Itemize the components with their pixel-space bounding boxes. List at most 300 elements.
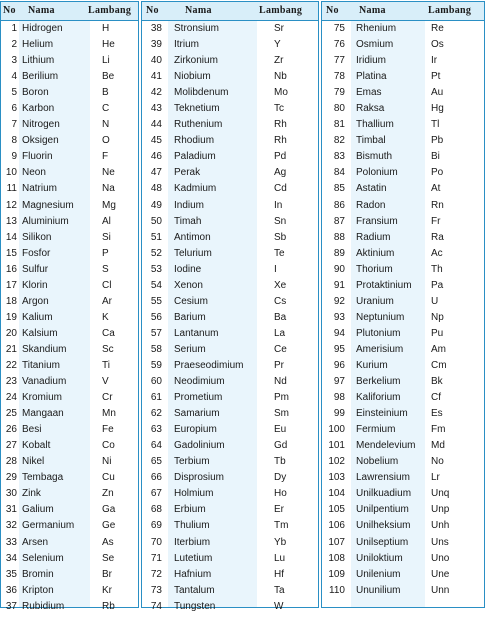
- table-row: [1, 53, 138, 69]
- element-name: Zirkonium: [174, 55, 218, 67]
- table-row: [322, 583, 484, 599]
- element-name: Molibdenum: [174, 87, 229, 99]
- element-symbol: Hf: [274, 568, 284, 580]
- header-no: No: [326, 5, 339, 16]
- element-name: Emas: [356, 87, 382, 99]
- element-name: Stronsium: [174, 23, 220, 34]
- element-number: 26: [5, 424, 17, 436]
- element-name: Telurium: [174, 247, 212, 259]
- element-symbol: Ga: [102, 504, 116, 516]
- element-symbol: Hg: [431, 103, 444, 115]
- table-row: [1, 502, 138, 518]
- element-name: Bromin: [22, 568, 54, 580]
- table-row: [1, 390, 138, 406]
- element-number: 68: [150, 504, 162, 516]
- element-number: 19: [5, 311, 17, 323]
- element-number: 43: [150, 103, 162, 115]
- element-symbol: Pr: [274, 359, 284, 371]
- element-name: Klorin: [22, 279, 48, 291]
- table-row: [322, 422, 484, 438]
- element-name: Mangaan: [22, 408, 64, 420]
- element-name: Samarium: [174, 408, 220, 420]
- element-symbol: Cd: [274, 183, 287, 195]
- table-row: [322, 535, 484, 551]
- element-symbol: Co: [102, 440, 115, 452]
- element-symbol: Na: [102, 183, 115, 195]
- element-name: Neon: [22, 167, 46, 179]
- element-number: 64: [150, 440, 162, 452]
- element-name: Amerisium: [356, 343, 404, 355]
- element-name: Kalsium: [22, 327, 58, 339]
- table-row: [142, 37, 318, 53]
- element-name: Thulium: [174, 520, 210, 532]
- element-number: 62: [150, 408, 162, 420]
- element-name: Unilpentium: [356, 504, 409, 516]
- element-symbol: Nb: [274, 71, 287, 83]
- element-symbol: Cs: [274, 295, 287, 307]
- element-table-panel-3: [321, 1, 485, 608]
- element-number: 45: [150, 135, 162, 147]
- element-number: 36: [5, 584, 17, 596]
- element-number: 84: [333, 167, 345, 179]
- element-name: Nikel: [22, 456, 45, 468]
- element-number: 28: [5, 456, 17, 468]
- element-name: Neodimium: [174, 376, 225, 388]
- element-number: 31: [5, 504, 17, 516]
- table-row: [322, 149, 484, 165]
- element-symbol: Te: [274, 247, 285, 259]
- table-row: [1, 230, 138, 246]
- header-nama: Nama: [185, 5, 212, 16]
- table-row: [1, 214, 138, 230]
- element-number: 55: [150, 295, 162, 307]
- element-name: Ruthenium: [174, 119, 223, 131]
- element-number: 65: [150, 456, 162, 468]
- table-row: [1, 262, 138, 278]
- element-number: 59: [150, 359, 162, 371]
- element-symbol: Tm: [274, 520, 289, 532]
- element-symbol: H: [102, 23, 110, 34]
- element-symbol: P: [102, 247, 109, 259]
- element-name: Fosfor: [22, 247, 51, 259]
- table-row: [1, 470, 138, 486]
- element-symbol: Cu: [102, 472, 115, 484]
- element-symbol: Ne: [102, 167, 115, 179]
- element-number: 12: [5, 199, 17, 211]
- element-symbol: Unh: [431, 520, 450, 532]
- element-symbol: Ho: [274, 488, 287, 500]
- table-row: [1, 310, 138, 326]
- table-row: [322, 53, 484, 69]
- element-name: Magnesium: [22, 199, 74, 211]
- element-number: 10: [5, 167, 17, 179]
- element-symbol: He: [102, 39, 115, 51]
- element-symbol: Y: [274, 39, 281, 51]
- element-symbol: Uno: [431, 552, 450, 564]
- element-name: Holmium: [174, 488, 214, 500]
- table-row: [142, 454, 318, 470]
- table-row: [142, 390, 318, 406]
- element-number: 52: [150, 247, 162, 259]
- element-name: Paladium: [174, 151, 216, 163]
- element-number: 66: [150, 472, 162, 484]
- table-row: [142, 535, 318, 551]
- element-name: Radium: [356, 231, 391, 243]
- element-symbol: Tc: [274, 103, 284, 115]
- table-row: [142, 486, 318, 502]
- header-nama: Nama: [28, 5, 55, 16]
- element-name: Unilkuadium: [356, 488, 412, 500]
- element-number: 110: [329, 584, 345, 596]
- element-name: Disprosium: [174, 472, 225, 484]
- table-row: [142, 470, 318, 486]
- element-name: Antimon: [174, 231, 211, 243]
- element-symbol: La: [274, 327, 286, 339]
- element-number: 87: [333, 215, 345, 227]
- element-number: 105: [328, 504, 345, 516]
- element-table-panel-2: [141, 1, 319, 612]
- table-row: [322, 470, 484, 486]
- element-symbol: Pu: [431, 327, 444, 339]
- element-number: 29: [5, 472, 17, 484]
- element-symbol: Al: [102, 215, 111, 227]
- table-row: [142, 422, 318, 438]
- element-number: 56: [150, 311, 162, 323]
- table-row: [142, 326, 318, 342]
- element-number: 57: [150, 327, 162, 339]
- table-row: [322, 326, 484, 342]
- element-name: Thallium: [356, 119, 394, 131]
- element-name: Berilium: [22, 71, 59, 83]
- element-name: Erbium: [174, 504, 206, 516]
- table-rows: [142, 21, 318, 615]
- table-row: [1, 551, 138, 567]
- element-symbol: Unp: [431, 504, 450, 516]
- table-row: [322, 181, 484, 197]
- element-number: 20: [5, 327, 17, 339]
- element-name: Teknetium: [174, 103, 220, 115]
- table-row: [142, 599, 318, 615]
- element-number: 33: [5, 536, 17, 548]
- element-name: Europium: [174, 424, 217, 436]
- element-symbol: Pd: [274, 151, 287, 163]
- table-row: [142, 149, 318, 165]
- table-row: [142, 358, 318, 374]
- element-name: Nobelium: [356, 456, 399, 468]
- element-symbol: Sr: [274, 23, 284, 34]
- element-name: Astatin: [356, 183, 387, 195]
- table-row: [322, 21, 484, 37]
- element-name: Xenon: [174, 279, 203, 291]
- element-symbol: Os: [431, 39, 444, 51]
- element-name: Rhodium: [174, 135, 215, 147]
- element-symbol: Fr: [431, 215, 441, 227]
- element-name: Timah: [174, 215, 202, 227]
- element-symbol: Uns: [431, 536, 449, 548]
- element-number: 102: [328, 456, 345, 468]
- table-row: [1, 69, 138, 85]
- element-name: Kalium: [22, 311, 53, 323]
- element-number: 67: [150, 488, 162, 500]
- table-row: [142, 374, 318, 390]
- element-name: Hidrogen: [22, 23, 63, 34]
- element-name: Karbon: [22, 103, 55, 115]
- element-number: 17: [5, 279, 17, 291]
- table-row: [322, 358, 484, 374]
- element-symbol: Mg: [102, 199, 116, 211]
- element-name: Bismuth: [356, 151, 393, 163]
- element-symbol: Fe: [102, 424, 114, 436]
- table-row: [322, 262, 484, 278]
- element-symbol: Rn: [431, 199, 444, 211]
- element-name: Tungsten: [174, 600, 216, 612]
- element-symbol: Si: [102, 231, 111, 243]
- table-row: [322, 406, 484, 422]
- element-symbol: Une: [431, 568, 450, 580]
- element-number: 80: [333, 103, 345, 115]
- element-symbol: Am: [431, 343, 446, 355]
- element-name: Aluminium: [22, 215, 69, 227]
- element-number: 79: [333, 87, 345, 99]
- table-row: [1, 583, 138, 599]
- table-header: [1, 2, 138, 21]
- element-number: 81: [333, 119, 345, 131]
- element-symbol: N: [102, 119, 110, 131]
- element-number: 24: [5, 392, 17, 404]
- table-row: [322, 246, 484, 262]
- element-symbol: Br: [102, 568, 112, 580]
- element-symbol: Ni: [102, 456, 112, 468]
- element-symbol: Yb: [274, 536, 287, 548]
- element-name: Radon: [356, 199, 386, 211]
- element-number: 109: [328, 568, 345, 580]
- element-number: 60: [150, 376, 162, 388]
- header-lambang: Lambang: [428, 5, 472, 16]
- element-name: Vanadium: [22, 376, 67, 388]
- element-name: Lawrensium: [356, 472, 410, 484]
- table-row: [322, 454, 484, 470]
- table-row: [322, 198, 484, 214]
- element-name: Prometium: [174, 392, 223, 404]
- element-name: Kurium: [356, 359, 388, 371]
- element-symbol: Er: [274, 504, 284, 516]
- table-rows: [1, 21, 138, 615]
- element-name: Uniloktium: [356, 552, 403, 564]
- element-symbol: Re: [431, 23, 444, 34]
- element-name: Perak: [174, 167, 201, 179]
- table-row: [1, 486, 138, 502]
- table-row: [322, 486, 484, 502]
- element-symbol: Li: [102, 55, 110, 67]
- element-symbol: Gd: [274, 440, 288, 452]
- element-number: 16: [5, 263, 17, 275]
- element-number: 53: [150, 263, 162, 275]
- element-number: 2: [11, 39, 17, 51]
- table-row: [322, 117, 484, 133]
- element-symbol: W: [274, 600, 284, 612]
- element-number: 22: [5, 359, 17, 371]
- element-name: Praeseodimium: [174, 359, 244, 371]
- element-symbol: Po: [431, 167, 444, 179]
- element-name: Plutonium: [356, 327, 401, 339]
- element-number: 63: [150, 424, 162, 436]
- table-row: [1, 246, 138, 262]
- table-row: [1, 358, 138, 374]
- element-symbol: Sc: [102, 343, 114, 355]
- table-row: [142, 438, 318, 454]
- element-name: Argon: [22, 295, 49, 307]
- element-name: Cesium: [174, 295, 208, 307]
- element-symbol: Md: [431, 440, 445, 452]
- element-symbol: I: [274, 263, 277, 275]
- table-row: [322, 390, 484, 406]
- element-number: 58: [150, 343, 162, 355]
- table-row: [322, 502, 484, 518]
- element-symbol: C: [102, 103, 110, 115]
- element-name: Sulfur: [22, 263, 49, 275]
- table-row: [142, 310, 318, 326]
- element-symbol: Bi: [431, 151, 440, 163]
- element-name: Serium: [174, 343, 206, 355]
- element-symbol: Pm: [274, 392, 289, 404]
- element-number: 96: [333, 359, 345, 371]
- table-row: [1, 374, 138, 390]
- element-symbol: Pa: [431, 279, 444, 291]
- table-row: [322, 165, 484, 181]
- element-symbol: Rh: [274, 119, 287, 131]
- table-row: [322, 518, 484, 534]
- element-number: 107: [328, 536, 345, 548]
- element-name: Timbal: [356, 135, 386, 147]
- element-number: 94: [333, 327, 345, 339]
- element-symbol: Tl: [431, 119, 440, 131]
- element-name: Germanium: [22, 520, 75, 532]
- element-number: 82: [333, 135, 345, 147]
- element-name: Unilenium: [356, 568, 401, 580]
- element-name: Fluorin: [22, 151, 53, 163]
- element-name: Zink: [22, 488, 41, 500]
- element-symbol: Dy: [274, 472, 287, 484]
- element-name: Unilseptium: [356, 536, 409, 548]
- element-number: 30: [5, 488, 17, 500]
- element-name: Indium: [174, 199, 205, 211]
- element-number: 88: [333, 231, 345, 243]
- table-row: [142, 518, 318, 534]
- element-number: 70: [150, 536, 162, 548]
- element-symbol: Sm: [274, 408, 289, 420]
- element-number: 11: [6, 183, 17, 195]
- table-row: [142, 198, 318, 214]
- table-row: [322, 37, 484, 53]
- element-symbol: Lr: [431, 472, 440, 484]
- table-row: [322, 310, 484, 326]
- element-name: Besi: [22, 424, 42, 436]
- element-number: 92: [333, 295, 345, 307]
- element-number: 85: [333, 183, 345, 195]
- element-number: 1: [11, 23, 17, 34]
- element-symbol: Se: [102, 552, 115, 564]
- element-name: Kobalt: [22, 440, 51, 452]
- element-symbol: Ba: [274, 311, 287, 323]
- element-symbol: Zr: [274, 55, 284, 67]
- element-number: 13: [5, 215, 17, 227]
- element-symbol: Np: [431, 311, 444, 323]
- element-number: 97: [333, 376, 345, 388]
- element-name: Unilheksium: [356, 520, 411, 532]
- table-row: [142, 85, 318, 101]
- element-name: Rhenium: [356, 23, 397, 34]
- element-symbol: K: [102, 311, 109, 323]
- element-number: 37: [5, 600, 17, 612]
- element-symbol: Unq: [431, 488, 450, 500]
- element-number: 44: [150, 119, 162, 131]
- table-row: [1, 294, 138, 310]
- element-symbol: Kr: [102, 584, 112, 596]
- element-number: 106: [328, 520, 345, 532]
- element-name: Protaktinium: [356, 279, 412, 291]
- element-number: 54: [150, 279, 162, 291]
- element-number: 42: [150, 87, 162, 99]
- element-number: 77: [333, 55, 345, 67]
- element-name: Iridium: [356, 55, 387, 67]
- element-number: 104: [328, 488, 345, 500]
- table-row: [142, 551, 318, 567]
- element-symbol: Ca: [102, 327, 115, 339]
- element-name: Ununilium: [356, 584, 401, 596]
- element-symbol: Es: [431, 408, 443, 420]
- element-number: 98: [333, 392, 345, 404]
- element-number: 23: [5, 376, 17, 388]
- table-row: [142, 69, 318, 85]
- element-symbol: Ar: [102, 295, 112, 307]
- element-number: 76: [333, 39, 345, 51]
- element-symbol: No: [431, 456, 444, 468]
- header-no: No: [146, 5, 159, 16]
- element-number: 72: [150, 568, 162, 580]
- element-symbol: Cl: [102, 279, 112, 291]
- table-row: [1, 101, 138, 117]
- element-symbol: At: [431, 183, 441, 195]
- table-row: [1, 21, 138, 37]
- element-name: Boron: [22, 87, 49, 99]
- table-row: [142, 406, 318, 422]
- element-number: 100: [328, 424, 345, 436]
- element-name: Berkelium: [356, 376, 401, 388]
- element-name: Lutetium: [174, 552, 213, 564]
- element-symbol: Nd: [274, 376, 287, 388]
- table-row: [1, 198, 138, 214]
- table-row: [142, 262, 318, 278]
- element-name: Aktinium: [356, 247, 395, 259]
- element-name: Natrium: [22, 183, 58, 195]
- element-number: 38: [150, 23, 162, 34]
- element-number: 4: [11, 71, 17, 83]
- table-row: [142, 117, 318, 133]
- element-number: 7: [11, 119, 17, 131]
- element-name: Platina: [356, 71, 387, 83]
- element-symbol: Rb: [102, 600, 115, 612]
- element-name: Kaliforium: [356, 392, 401, 404]
- element-name: Iterbium: [174, 536, 211, 548]
- element-name: Oksigen: [22, 135, 59, 147]
- element-table-panel-1: [0, 1, 139, 612]
- element-symbol: Be: [102, 71, 115, 83]
- element-symbol: Cf: [431, 392, 441, 404]
- table-row: [322, 438, 484, 454]
- element-number: 75: [333, 23, 345, 34]
- element-symbol: O: [102, 135, 110, 147]
- table-row: [1, 518, 138, 534]
